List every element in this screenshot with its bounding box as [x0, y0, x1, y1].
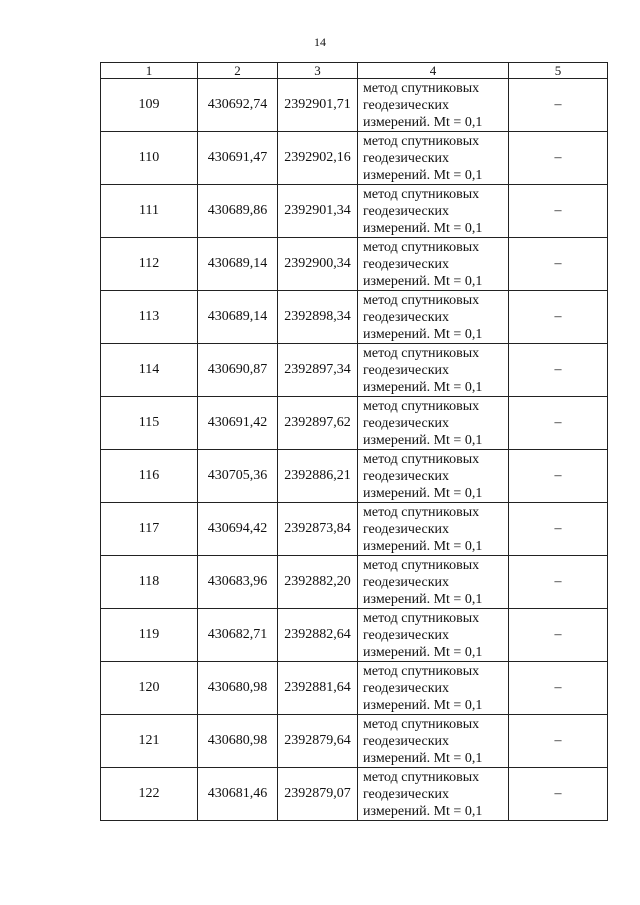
method-line-3: измерений. Mt = 0,1: [363, 644, 483, 660]
point-number-cell: 120: [101, 662, 198, 715]
method-line-1: метод спутниковых: [363, 133, 480, 149]
coordinates-table: [100, 62, 608, 821]
method-line-2: геодезических: [363, 362, 450, 378]
method-line-2: геодезических: [363, 150, 450, 166]
table-row: [101, 556, 608, 609]
x-coordinate-cell: 430689,14: [198, 291, 278, 344]
y-coordinate-cell: 2392900,34: [278, 238, 358, 291]
y-coordinate-cell: 2392901,34: [278, 185, 358, 238]
column-5-cell: –: [509, 344, 608, 397]
method-line-2: геодезических: [363, 627, 450, 643]
method-line-3: измерений. Mt = 0,1: [363, 220, 483, 236]
method-line-2: геодезических: [363, 203, 450, 219]
column-header-4: 4: [358, 63, 509, 79]
method-line-2: геодезических: [363, 574, 450, 590]
method-line-3: измерений. Mt = 0,1: [363, 750, 483, 766]
method-line-1: метод спутниковых: [363, 345, 480, 361]
x-coordinate-cell: 430689,86: [198, 185, 278, 238]
method-line-3: измерений. Mt = 0,1: [363, 114, 483, 130]
page-number: 14: [314, 35, 326, 49]
method-cell: [358, 344, 509, 397]
x-coordinate-cell: 430694,42: [198, 503, 278, 556]
method-line-3: измерений. Mt = 0,1: [363, 273, 483, 289]
point-number-cell: 113: [101, 291, 198, 344]
y-coordinate-cell: 2392886,21: [278, 450, 358, 503]
method-line-1: метод спутниковых: [363, 504, 480, 520]
method-line-1: метод спутниковых: [363, 663, 480, 679]
x-coordinate-cell: 430691,42: [198, 397, 278, 450]
column-5-cell: –: [509, 79, 608, 132]
x-coordinate-cell: 430680,98: [198, 715, 278, 768]
table-header-row: [101, 63, 608, 79]
y-coordinate-cell: 2392897,34: [278, 344, 358, 397]
point-number-cell: 119: [101, 609, 198, 662]
method-line-3: измерений. Mt = 0,1: [363, 326, 483, 342]
method-line-3: измерений. Mt = 0,1: [363, 432, 483, 448]
y-coordinate-cell: 2392879,07: [278, 768, 358, 821]
y-coordinate-cell: 2392879,64: [278, 715, 358, 768]
y-coordinate-cell: 2392882,20: [278, 556, 358, 609]
table-row: [101, 79, 608, 132]
y-coordinate-cell: 2392901,71: [278, 79, 358, 132]
method-cell: [358, 609, 509, 662]
method-line-2: геодезических: [363, 415, 450, 431]
method-line-2: геодезических: [363, 468, 450, 484]
x-coordinate-cell: 430692,74: [198, 79, 278, 132]
method-line-1: метод спутниковых: [363, 80, 480, 96]
x-coordinate-cell: 430689,14: [198, 238, 278, 291]
method-cell: [358, 503, 509, 556]
method-line-2: геодезических: [363, 521, 450, 537]
table-row: [101, 238, 608, 291]
method-line-2: геодезических: [363, 733, 450, 749]
method-line-3: измерений. Mt = 0,1: [363, 697, 483, 713]
x-coordinate-cell: 430680,98: [198, 662, 278, 715]
method-cell: [358, 185, 509, 238]
column-5-cell: –: [509, 291, 608, 344]
table-row: [101, 344, 608, 397]
method-line-3: измерений. Mt = 0,1: [363, 167, 483, 183]
point-number-cell: 111: [101, 185, 198, 238]
method-line-1: метод спутниковых: [363, 610, 480, 626]
table-row: [101, 768, 608, 821]
point-number-cell: 110: [101, 132, 198, 185]
x-coordinate-cell: 430705,36: [198, 450, 278, 503]
point-number-cell: 122: [101, 768, 198, 821]
x-coordinate-cell: 430690,87: [198, 344, 278, 397]
column-5-cell: –: [509, 715, 608, 768]
column-header-1: 1: [101, 63, 198, 79]
method-line-2: геодезических: [363, 786, 450, 802]
method-line-1: метод спутниковых: [363, 292, 480, 308]
method-line-2: геодезических: [363, 97, 450, 113]
x-coordinate-cell: 430681,46: [198, 768, 278, 821]
column-5-cell: –: [509, 662, 608, 715]
method-line-1: метод спутниковых: [363, 769, 480, 785]
method-line-3: измерений. Mt = 0,1: [363, 803, 483, 819]
table-row: [101, 662, 608, 715]
method-cell: [358, 768, 509, 821]
method-line-1: метод спутниковых: [363, 239, 480, 255]
column-header-2: 2: [198, 63, 278, 79]
method-cell: [358, 450, 509, 503]
column-5-cell: –: [509, 185, 608, 238]
column-5-cell: –: [509, 609, 608, 662]
y-coordinate-cell: 2392902,16: [278, 132, 358, 185]
method-line-1: метод спутниковых: [363, 557, 480, 573]
method-cell: [358, 397, 509, 450]
method-line-2: геодезических: [363, 309, 450, 325]
point-number-cell: 117: [101, 503, 198, 556]
column-5-cell: –: [509, 768, 608, 821]
column-5-cell: –: [509, 397, 608, 450]
method-line-2: геодезических: [363, 256, 450, 272]
point-number-cell: 116: [101, 450, 198, 503]
method-line-3: измерений. Mt = 0,1: [363, 485, 483, 501]
table-row: [101, 609, 608, 662]
x-coordinate-cell: 430682,71: [198, 609, 278, 662]
point-number-cell: 121: [101, 715, 198, 768]
point-number-cell: 118: [101, 556, 198, 609]
point-number-cell: 109: [101, 79, 198, 132]
column-5-cell: –: [509, 238, 608, 291]
point-number-cell: 114: [101, 344, 198, 397]
table-row: [101, 132, 608, 185]
method-cell: [358, 79, 509, 132]
table-row: [101, 715, 608, 768]
method-cell: [358, 291, 509, 344]
method-cell: [358, 715, 509, 768]
table-row: [101, 450, 608, 503]
method-line-3: измерений. Mt = 0,1: [363, 591, 483, 607]
point-number-cell: 115: [101, 397, 198, 450]
method-line-1: метод спутниковых: [363, 716, 480, 732]
column-5-cell: –: [509, 503, 608, 556]
y-coordinate-cell: 2392882,64: [278, 609, 358, 662]
method-line-1: метод спутниковых: [363, 451, 480, 467]
method-cell: [358, 556, 509, 609]
column-header-3: 3: [278, 63, 358, 79]
x-coordinate-cell: 430691,47: [198, 132, 278, 185]
y-coordinate-cell: 2392898,34: [278, 291, 358, 344]
y-coordinate-cell: 2392897,62: [278, 397, 358, 450]
method-line-2: геодезических: [363, 680, 450, 696]
table-row: [101, 291, 608, 344]
table-row: [101, 185, 608, 238]
method-cell: [358, 132, 509, 185]
column-5-cell: –: [509, 132, 608, 185]
column-5-cell: –: [509, 556, 608, 609]
method-line-3: измерений. Mt = 0,1: [363, 379, 483, 395]
x-coordinate-cell: 430683,96: [198, 556, 278, 609]
table-row: [101, 503, 608, 556]
column-header-5: 5: [509, 63, 608, 79]
table-row: [101, 397, 608, 450]
point-number-cell: 112: [101, 238, 198, 291]
method-cell: [358, 662, 509, 715]
y-coordinate-cell: 2392873,84: [278, 503, 358, 556]
method-line-3: измерений. Mt = 0,1: [363, 538, 483, 554]
y-coordinate-cell: 2392881,64: [278, 662, 358, 715]
method-line-1: метод спутниковых: [363, 398, 480, 414]
method-line-1: метод спутниковых: [363, 186, 480, 202]
column-5-cell: –: [509, 450, 608, 503]
method-cell: [358, 238, 509, 291]
